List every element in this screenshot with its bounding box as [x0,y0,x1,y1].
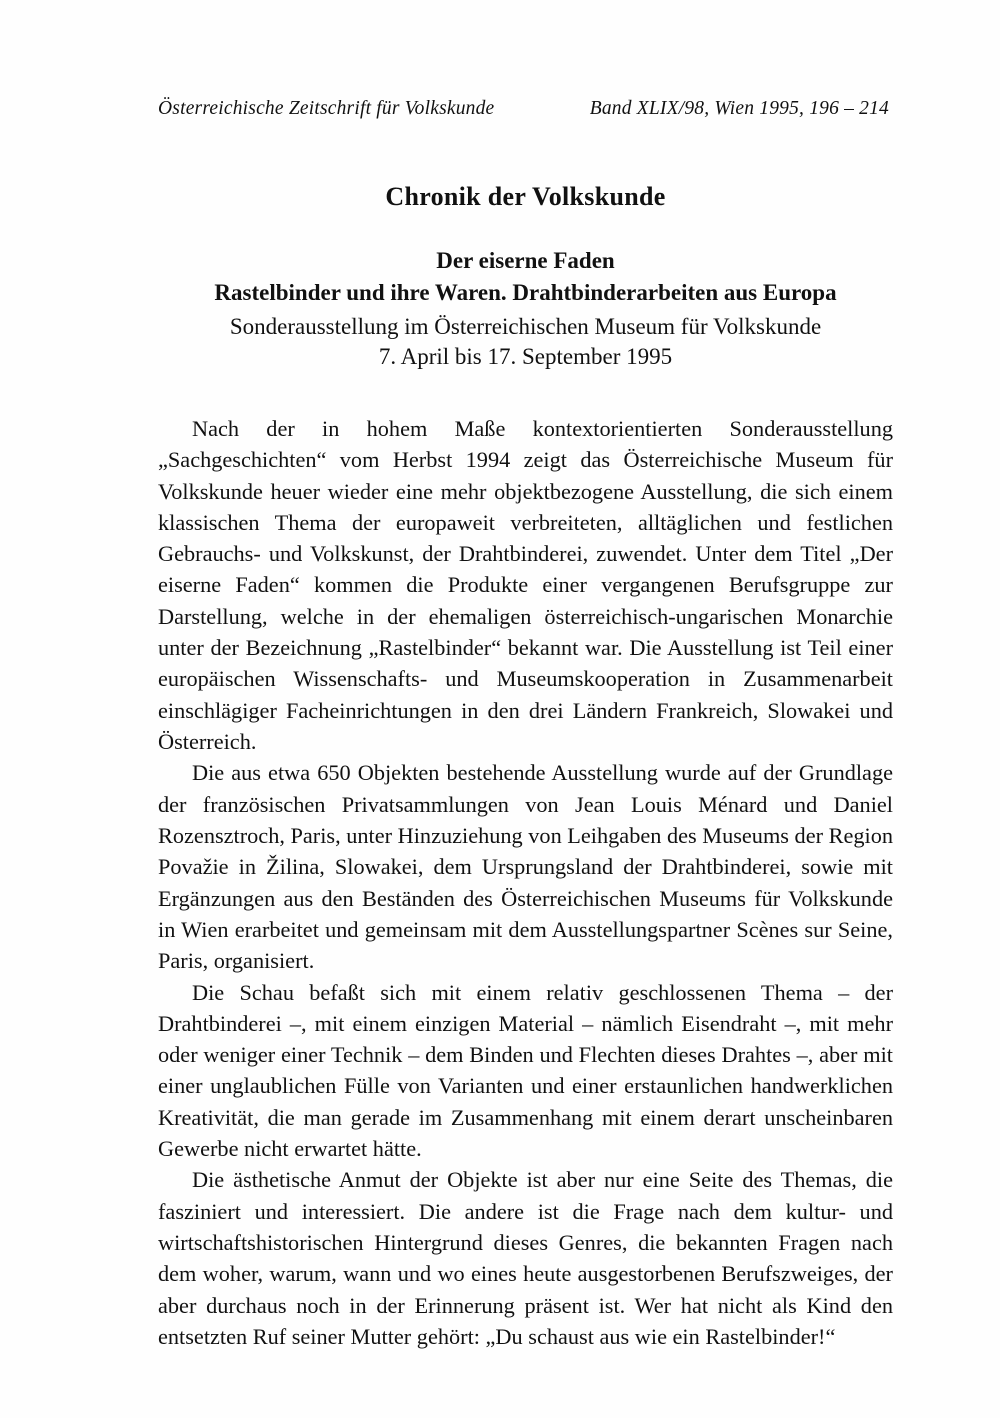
exhibition-subtitle: Rastelbinder und ihre Waren. Drahtbinderarbeiten aus Europa [214,280,837,306]
paragraph: Die Schau befaßt sich mit einem relativ geschlossenen Thema – der Drahtbinderei –, mit einem einzigen Material – nämlich Eisendraht –, mit mehr oder weniger einer Technik – dem Binden und Flechten dieses Drahtes –, aber mit einer unglaublichen Fülle von Varianten und einer erstaunlichen handwerklichen Kreativität, die man gerade im Zusammenhang mit einem derart unscheinbaren Gewerbe nicht erwartet hätte. [158,979,893,1162]
paragraph: Die aus etwa 650 Objekten bestehende Ausstellung wurde auf der Grundlage der französischen Privatsammlungen von Jean Louis Ménard und Daniel Rozensztroch, Paris, unter Hinzuziehung von Leihgaben des Museums der Region Považie in Žilina, Slowakei, dem Ursprungsland der Drahtbinderei, sowie mit Ergänzungen aus den Beständen des Österreichischen Museums für Volkskunde in Wien erarbeitet und gemeinsam mit dem Ausstellungspartner Scènes sur Seine, Paris, organisiert. [158,760,894,974]
exhibition-dates: 7. April bis 17. September 1995 [378,344,673,370]
running-head-journal: Österreichische Zeitschrift für Volkskunde [158,98,495,119]
paragraph: Die ästhetische Anmut der Objekte ist aber nur eine Seite des Themas, die fasziniert und interessiert. Die andere ist die Frage nach dem kultur- und wirtschaftshistorischen Hintergrund dieses Genres, die bekannten Fragen nach dem woher, warum, wann und wo eines heute ausgestorbenen Berufszweiges, der aber durchaus noch in der Erinnerung präsent ist. Wer hat nicht als Kind den entsetzten Ruf seiner Mutter gehört: „Du schaust aus wie ein Rastelbinder!“ [158,1167,893,1349]
running-head-issue: Band XLIX/98, Wien 1995, 196 – 214 [589,98,889,119]
exhibition-title: Der eiserne Faden [436,248,615,273]
paragraph: Nach der in hohem Maße kontextorientierten Sonderausstellung „Sachgeschichten“ vom Herbst 1994 zeigt das Österreichische Museum für Volkskunde heuer wieder eine mehr objektbezogene Ausstellung, die sich einem klassischen Thema der europaweit verbreiteten, alltäglichen und festlichen Gebrauchs- und Volkskunst, der Drahtbinderei, zuwendet. Unter dem Titel „Der eiserne Faden“ kommen die Produkte einer vergangenen Berufsgruppe zur Darstellung, welche in der ehemaligen österreichisch-ungarischen Monarchie unter der Bezeichnung „Rastelbinder“ bekannt war. Die Ausstellung ist Teil einer europäischen Wissenschafts- und Museumskooperation in Zusammenarbeit einschlägiger Facheinrichtungen in den drei Ländern Frankreich, Slowakei und Österreich. [158,415,893,754]
exhibition-place: Sonderausstellung im Österreichischen Museum für Volkskunde [229,313,822,339]
page-title: Chronik der Volkskunde [385,182,666,211]
running-head [158,98,893,120]
body-text [158,413,893,1352]
page-content [158,98,893,1352]
exhibition-heading-block [158,246,893,373]
